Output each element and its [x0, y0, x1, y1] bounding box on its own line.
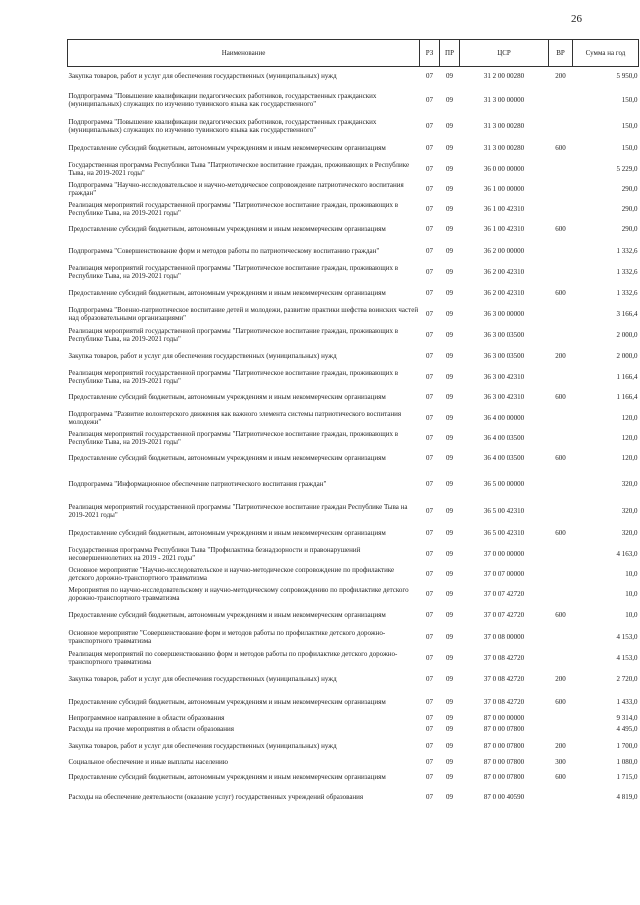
row-sum: 320,0: [621, 528, 638, 537]
row-rz: 07: [426, 393, 433, 401]
row-pr: 09: [446, 331, 453, 339]
row-vr: 300: [555, 757, 566, 766]
row-pr: 09: [446, 164, 453, 173]
header-name: Наименование: [68, 40, 420, 67]
header-csr: ЦСР: [460, 40, 549, 67]
row-csr: 87 0 00 00000: [483, 714, 525, 722]
row-sum: 10,0: [625, 610, 638, 619]
row-csr: 36 2 00 00000: [483, 246, 525, 255]
row-pr: 09: [446, 352, 453, 360]
row-name: Закупка товаров, работ и услуг для обеспечения государственных (муниципальных) нужд: [68, 675, 337, 683]
row-rz: 07: [426, 96, 433, 104]
row-name: Реализация мероприятий государственной программы "Патриотическое воспитание граждан, проживающих в Республике Тыва, на 2019-2021 годы": [68, 264, 399, 280]
row-name: Непрограммное направление в области образования: [68, 714, 225, 722]
table-row: [68, 115, 639, 137]
row-csr: 36 1 00 42310: [483, 225, 525, 233]
row-sum: 1 332,6: [616, 288, 638, 297]
row-vr: [549, 262, 573, 283]
row-name: Предоставление субсидий бюджетным, автономным учреждениям и иным некоммерческим организациям: [68, 772, 386, 781]
row-name: Реализация мероприятий государственной программы "Патриотическое воспитание граждан Республике Тыва на 2019-2021 годы": [68, 502, 408, 519]
table-row: [68, 735, 639, 757]
row-pr: 09: [446, 697, 453, 706]
row-sum: 5 229,0: [616, 164, 638, 173]
row-sum: 120,0: [621, 453, 638, 462]
table-row: [68, 367, 639, 387]
row-name: Предоставление субсидий бюджетным, автономным учреждениям и иным некоммерческим организациям: [68, 610, 386, 619]
table-row: [68, 500, 639, 522]
table-row: [68, 668, 639, 691]
row-pr: 09: [446, 453, 453, 462]
row-sum: 4 163,0: [616, 549, 638, 558]
table-row: [68, 522, 639, 544]
row-pr: 09: [446, 309, 453, 318]
row-csr: 37 0 07 00000: [483, 569, 525, 578]
row-csr: 31 3 00 00280: [483, 143, 525, 152]
row-vr: 600: [555, 225, 566, 233]
table-row: [68, 544, 639, 564]
row-vr: [549, 787, 573, 808]
row-vr: 600: [555, 393, 566, 401]
row-csr: 36 0 00 00000: [483, 164, 525, 173]
row-rz: 07: [426, 372, 433, 381]
row-csr: 37 0 08 42720: [483, 697, 525, 706]
row-rz: 07: [426, 479, 433, 488]
row-name: Подпрограмма "Повышение квалификации педагогических работников, государственных гражданских (муниципальных) служащих по изучению тувинского языка как государственного": [68, 92, 377, 108]
row-vr: [549, 713, 573, 724]
header-sum: Сумма на год: [573, 40, 639, 67]
row-pr: 09: [446, 121, 453, 130]
row-rz: 07: [426, 309, 433, 318]
header-rz: РЗ: [420, 40, 440, 67]
row-name: Основное мероприятие "Совершенствование форм и методов работы по профилактике детского дорожно-транспортного травматизма: [68, 628, 386, 645]
row-rz: 07: [426, 772, 433, 781]
table-row: [68, 137, 639, 159]
row-rz: 07: [426, 714, 433, 722]
row-name: Государственная программа Республики Тыва "Патриотическое воспитание граждан, проживающих в Республике Тыва, на 2019-2021 годы": [68, 160, 410, 177]
row-rz: 07: [426, 725, 433, 733]
table-row: [68, 219, 639, 240]
table-row: [68, 604, 639, 626]
row-sum: 1 166,4: [616, 393, 638, 401]
row-pr: 09: [446, 725, 453, 733]
row-pr: 09: [446, 772, 453, 781]
row-sum: 1 166,4: [616, 372, 638, 381]
row-name: Государственная программа Республики Тыва "Профилактика безнадзорности и правонарушений несовершеннолетних на 2019 - 2021 годы": [68, 545, 361, 562]
row-sum: 2 720,0: [616, 675, 638, 683]
table-row: [68, 86, 639, 115]
row-vr: 600: [555, 453, 566, 462]
row-name: Социальное обеспечение и иные выплаты населению: [68, 757, 228, 766]
table-row: [68, 240, 639, 262]
row-pr: 09: [446, 741, 453, 750]
row-sum: 9 314,0: [616, 714, 638, 722]
row-sum: 2 000,0: [616, 352, 638, 360]
row-pr: 09: [446, 714, 453, 722]
table-row: [68, 691, 639, 713]
row-vr: [549, 159, 573, 179]
table-row: [68, 159, 639, 179]
row-csr: 31 2 00 00280: [483, 72, 525, 81]
row-csr: 36 3 00 00000: [483, 309, 525, 318]
row-vr: 600: [555, 143, 566, 152]
row-name: Подпрограмма "Научно-исследовательское и научно-методическое сопровождение патриотического воспитания граждан": [68, 180, 404, 197]
row-sum: 1 715,0: [616, 772, 638, 781]
row-pr: 09: [446, 793, 453, 801]
row-name: Предоставление субсидий бюджетным, автономным учреждениям и иным некоммерческим организациям: [68, 288, 386, 297]
row-vr: 600: [555, 610, 566, 619]
row-vr: [549, 179, 573, 199]
row-vr: [549, 86, 573, 115]
row-vr: [549, 408, 573, 428]
row-name: Расходы на прочие мероприятия в области образования: [68, 725, 235, 733]
row-sum: 1 332,6: [616, 246, 638, 255]
table-row: [68, 648, 639, 668]
row-csr: 37 0 07 42720: [483, 610, 525, 619]
row-vr: [549, 468, 573, 500]
row-csr: 87 0 00 40590: [483, 793, 525, 801]
row-name: Мероприятия по научно-исследовательскому и научно-методическому сопровождению по профилактике детского дорожно-транспортного травматизма: [68, 585, 409, 602]
row-name: Реализация мероприятий по совершенствованию форм и методов работы по профилактике детского дорожно-транспортного травматизма: [68, 649, 398, 666]
row-pr: 09: [446, 610, 453, 619]
row-csr: 36 3 00 42310: [483, 372, 525, 381]
row-rz: 07: [426, 246, 433, 255]
row-rz: 07: [426, 453, 433, 462]
row-rz: 07: [426, 506, 433, 515]
row-vr: [549, 544, 573, 564]
row-sum: 150,0: [621, 121, 638, 130]
row-vr: 200: [555, 72, 566, 81]
row-pr: 09: [446, 433, 453, 442]
page-number: 26: [571, 13, 582, 25]
header-pr: ПР: [440, 40, 460, 67]
row-rz: 07: [426, 184, 433, 193]
row-name: Предоставление субсидий бюджетным, автономным учреждениям и иным некоммерческим организациям: [68, 697, 386, 706]
row-name: Реализация мероприятий государственной программы "Патриотическое воспитание граждан, проживающих в Республике Тыва, на 2019-2021 годы": [68, 327, 399, 343]
row-name: Предоставление субсидий бюджетным, автономным учреждениям и иным некоммерческим организациям: [68, 453, 386, 462]
row-pr: 09: [446, 288, 453, 297]
row-name: Закупка товаров, работ и услуг для обеспечения государственных (муниципальных) нужд: [68, 741, 337, 750]
row-vr: [549, 500, 573, 522]
row-name: Реализация мероприятий государственной программы "Патриотическое воспитание граждан, проживающих в Республике Тыва, на 2019-2021 годы": [68, 429, 399, 446]
row-csr: 87 0 00 07800: [483, 772, 525, 781]
table-header-row: [68, 40, 639, 67]
row-rz: 07: [426, 757, 433, 766]
row-vr: [549, 648, 573, 668]
row-csr: 37 0 08 42720: [483, 653, 525, 662]
row-csr: 36 3 00 03500: [483, 331, 525, 339]
row-csr: 36 1 00 42310: [483, 204, 525, 213]
row-csr: 87 0 00 07800: [483, 757, 525, 766]
row-rz: 07: [426, 741, 433, 750]
row-vr: 600: [555, 288, 566, 297]
row-vr: [549, 626, 573, 648]
row-name: Подпрограмма "Совершенствование форм и методов работы по патриотическому воспитанию граждан": [68, 246, 380, 255]
row-rz: 07: [426, 569, 433, 578]
row-pr: 09: [446, 393, 453, 401]
row-vr: [549, 724, 573, 735]
row-pr: 09: [446, 757, 453, 766]
row-rz: 07: [426, 632, 433, 641]
row-rz: 07: [426, 143, 433, 152]
row-csr: 36 4 00 00000: [483, 413, 525, 422]
row-pr: 09: [446, 479, 453, 488]
row-sum: 4 819,0: [616, 793, 638, 801]
row-vr: [549, 564, 573, 584]
row-pr: 09: [446, 528, 453, 537]
row-pr: 09: [446, 143, 453, 152]
row-csr: 36 4 00 03500: [483, 453, 525, 462]
row-csr: 37 0 07 42720: [483, 589, 525, 598]
row-name: Расходы на обеспечение деятельности (оказание услуг) государственных учреждений образования: [68, 793, 364, 801]
row-sum: 4 153,0: [616, 653, 638, 662]
row-vr: 600: [555, 528, 566, 537]
row-sum: 10,0: [625, 589, 638, 598]
row-sum: 5 950,0: [616, 72, 638, 81]
row-vr: 200: [555, 675, 566, 683]
row-name: Закупка товаров, работ и услуг для обеспечения государственных (муниципальных) нужд: [68, 352, 337, 360]
table-row: [68, 408, 639, 428]
table-row: [68, 387, 639, 408]
row-rz: 07: [426, 204, 433, 213]
row-pr: 09: [446, 506, 453, 515]
row-pr: 09: [446, 413, 453, 422]
table-row: [68, 199, 639, 219]
table-row: [68, 428, 639, 448]
row-pr: 09: [446, 569, 453, 578]
row-sum: 150,0: [621, 96, 638, 104]
table-row: [68, 724, 639, 735]
table-row: [68, 448, 639, 468]
row-name: Основное мероприятие "Научно-исследовательское и научно-методическое сопровождение по профилактике детского дорожно-транспортного травматизма: [68, 565, 395, 582]
row-pr: 09: [446, 372, 453, 381]
row-vr: 200: [555, 741, 566, 750]
row-vr: 600: [555, 697, 566, 706]
row-sum: 120,0: [621, 433, 638, 442]
row-vr: [549, 115, 573, 137]
row-vr: [549, 240, 573, 262]
row-rz: 07: [426, 589, 433, 598]
budget-table: [67, 39, 639, 808]
row-vr: 200: [555, 352, 566, 360]
table-row: [68, 468, 639, 500]
row-rz: 07: [426, 433, 433, 442]
row-pr: 09: [446, 225, 453, 233]
table-row: [68, 713, 639, 724]
row-csr: 87 0 00 07800: [483, 741, 525, 750]
row-vr: [549, 199, 573, 219]
row-csr: 36 5 00 42310: [483, 528, 525, 537]
row-csr: 36 3 00 42310: [483, 393, 525, 401]
row-sum: 320,0: [621, 479, 638, 488]
row-sum: 10,0: [625, 569, 638, 578]
row-pr: 09: [446, 589, 453, 598]
row-csr: 31 3 00 00280: [483, 121, 525, 130]
row-vr: [549, 303, 573, 325]
row-name: Подпрограмма "Военно-патриотическое воспитание детей и молодежи, развитие практики шефства воинских частей над образовательными организациями": [68, 305, 419, 322]
row-sum: 2 000,0: [616, 331, 638, 339]
row-rz: 07: [426, 793, 433, 801]
row-rz: 07: [426, 72, 433, 81]
row-sum: 4 495,0: [616, 725, 638, 733]
row-rz: 07: [426, 413, 433, 422]
row-sum: 150,0: [621, 143, 638, 152]
row-vr: [549, 584, 573, 604]
row-name: Закупка товаров, работ и услуг для обеспечения государственных (муниципальных) нужд: [68, 72, 337, 81]
row-sum: 290,0: [621, 184, 638, 193]
row-sum: 290,0: [621, 204, 638, 213]
row-name: Подпрограмма "Информационное обеспечение патриотического воспитания граждан": [68, 479, 327, 488]
row-sum: 3 166,4: [616, 309, 638, 318]
row-csr: 31 3 00 00000: [483, 96, 525, 104]
row-pr: 09: [446, 675, 453, 683]
row-csr: 36 5 00 42310: [483, 506, 525, 515]
table-row: [68, 767, 639, 787]
row-csr: 36 3 00 03500: [483, 352, 525, 360]
row-pr: 09: [446, 96, 453, 104]
table-row: [68, 303, 639, 325]
row-vr: 600: [555, 772, 566, 781]
row-name: Предоставление субсидий бюджетным, автономным учреждениям и иным некоммерческим организациям: [68, 393, 386, 401]
table-row: [68, 179, 639, 199]
row-rz: 07: [426, 268, 433, 276]
row-pr: 09: [446, 268, 453, 276]
row-csr: 36 1 00 00000: [483, 184, 525, 193]
row-sum: 1 433,0: [616, 697, 638, 706]
row-name: Реализация мероприятий государственной программы "Патриотическое воспитание граждан, проживающих в Республике Тыва, на 2019-2021 годы": [68, 200, 399, 217]
row-pr: 09: [446, 246, 453, 255]
row-pr: 09: [446, 204, 453, 213]
row-sum: 1 700,0: [616, 741, 638, 750]
row-rz: 07: [426, 653, 433, 662]
row-rz: 07: [426, 121, 433, 130]
row-rz: 07: [426, 610, 433, 619]
row-name: Подпрограмма "Повышение квалификации педагогических работников, государственных гражданских (муниципальных) служащих по изучению тувинского языка как государственного": [68, 117, 377, 134]
row-sum: 1 080,0: [616, 757, 638, 766]
row-sum: 320,0: [621, 506, 638, 515]
table-row: [68, 787, 639, 808]
row-name: Подпрограмма "Развитие волонтерского движения как важного элемента системы патриотического воспитания молодежи": [68, 409, 402, 426]
table-row: [68, 325, 639, 346]
row-csr: 87 0 00 07800: [483, 725, 525, 733]
row-csr: 36 4 00 03500: [483, 433, 525, 442]
table-row: [68, 564, 639, 584]
row-sum: 290,0: [621, 225, 638, 233]
row-sum: 4 153,0: [616, 632, 638, 641]
row-csr: 36 5 00 00000: [483, 479, 525, 488]
row-csr: 37 0 00 00000: [483, 549, 525, 558]
row-sum: 1 332,6: [616, 268, 638, 276]
table-row: [68, 67, 639, 86]
row-pr: 09: [446, 549, 453, 558]
table-row: [68, 584, 639, 604]
row-csr: 37 0 08 42720: [483, 675, 525, 683]
row-rz: 07: [426, 164, 433, 173]
row-pr: 09: [446, 653, 453, 662]
table-row: [68, 346, 639, 367]
row-vr: [549, 367, 573, 387]
row-pr: 09: [446, 184, 453, 193]
row-vr: [549, 428, 573, 448]
row-name: Предоставление субсидий бюджетным, автономным учреждениям и иным некоммерческим организациям: [68, 225, 386, 233]
row-csr: 36 2 00 42310: [483, 288, 525, 297]
row-vr: [549, 325, 573, 346]
table-row: [68, 283, 639, 303]
row-name: Предоставление субсидий бюджетным, автономным учреждениям и иным некоммерческим организациям: [68, 143, 386, 152]
table-row: [68, 626, 639, 648]
row-sum: 120,0: [621, 413, 638, 422]
row-csr: 36 2 00 42310: [483, 268, 525, 276]
header-vr: ВР: [549, 40, 573, 67]
row-rz: 07: [426, 288, 433, 297]
table-row: [68, 262, 639, 283]
row-csr: 37 0 08 00000: [483, 632, 525, 641]
row-rz: 07: [426, 549, 433, 558]
row-pr: 09: [446, 632, 453, 641]
row-rz: 07: [426, 225, 433, 233]
row-rz: 07: [426, 675, 433, 683]
row-rz: 07: [426, 697, 433, 706]
row-rz: 07: [426, 352, 433, 360]
row-name: Реализация мероприятий государственной программы "Патриотическое воспитание граждан, проживающих в Республике Тыва, на 2019-2021 годы": [68, 368, 399, 385]
table-row: [68, 757, 639, 767]
row-rz: 07: [426, 528, 433, 537]
row-rz: 07: [426, 331, 433, 339]
row-pr: 09: [446, 72, 453, 81]
row-name: Предоставление субсидий бюджетным, автономным учреждениям и иным некоммерческим организациям: [68, 528, 386, 537]
